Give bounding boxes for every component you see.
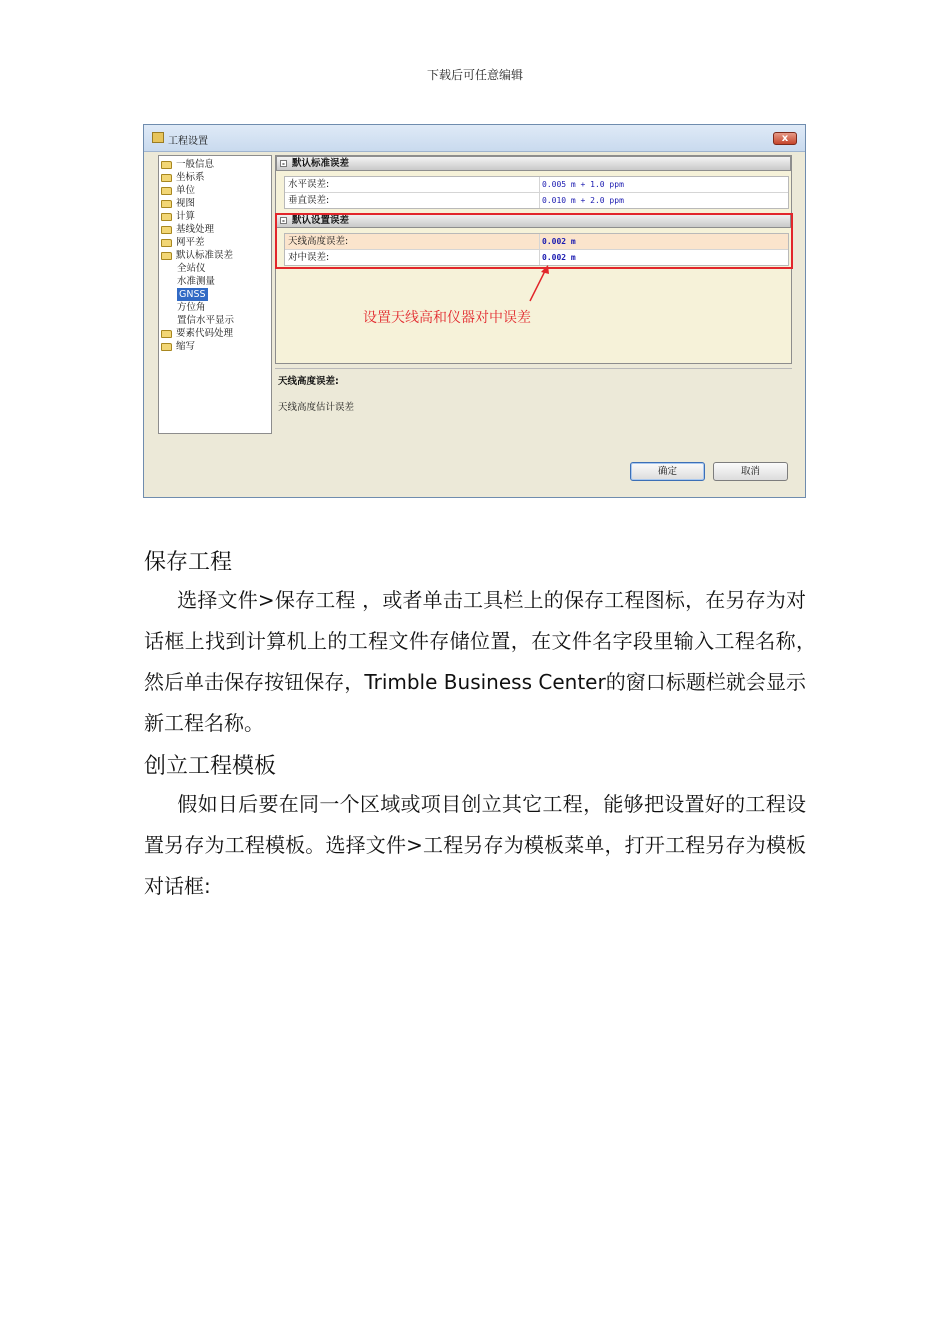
ok-button[interactable]: 确定 bbox=[630, 462, 705, 481]
folder-icon bbox=[161, 187, 172, 195]
tree-item-label: GNSS bbox=[179, 289, 206, 300]
property-row-centering-error[interactable] bbox=[285, 250, 788, 265]
folder-icon bbox=[161, 174, 172, 182]
tree-item[interactable] bbox=[161, 340, 271, 353]
tree-item-label: 坐标系 bbox=[176, 172, 205, 183]
tree-item[interactable] bbox=[161, 301, 271, 314]
tree-item-label: 一般信息 bbox=[176, 159, 215, 170]
tree-item-label: 网平差 bbox=[176, 237, 205, 248]
property-row-antenna-height-error[interactable] bbox=[285, 234, 788, 250]
property-name: 天线高度误差: bbox=[285, 234, 540, 249]
tree-item[interactable] bbox=[161, 158, 271, 171]
description-title: 天线高度误差: bbox=[278, 376, 339, 387]
tree-item-label: 计算 bbox=[176, 211, 196, 222]
property-value[interactable]: 0.010 m + 2.0 ppm bbox=[542, 196, 624, 205]
tree-item[interactable] bbox=[161, 327, 271, 340]
tree-item[interactable] bbox=[161, 171, 271, 184]
folder-icon bbox=[161, 252, 172, 260]
property-name: 垂直误差: bbox=[285, 193, 540, 208]
tree-item[interactable] bbox=[161, 223, 271, 236]
annotation-arrow-icon bbox=[524, 265, 554, 305]
properties-panel bbox=[275, 155, 792, 364]
tree-item-label: 视图 bbox=[176, 198, 196, 209]
project-settings-dialog bbox=[143, 124, 806, 498]
property-row-vertical-error[interactable] bbox=[285, 193, 788, 208]
tree-item-label: 全站仪 bbox=[177, 263, 206, 274]
folder-icon bbox=[152, 132, 164, 143]
folder-icon bbox=[161, 226, 172, 234]
property-name: 对中误差: bbox=[285, 250, 540, 265]
tree-item-label: 置信水平显示 bbox=[177, 315, 235, 326]
tree-item[interactable] bbox=[161, 275, 271, 288]
property-table bbox=[284, 233, 789, 266]
description-text: 天线高度估计误差 bbox=[278, 402, 355, 413]
tree-item-label: 基线处理 bbox=[176, 224, 215, 235]
property-value[interactable]: 0.005 m + 1.0 ppm bbox=[542, 180, 624, 189]
folder-icon bbox=[161, 200, 172, 208]
section-title: 默认设置误差 bbox=[292, 215, 350, 226]
tree-item[interactable] bbox=[161, 314, 271, 327]
folder-icon bbox=[161, 239, 172, 247]
property-name: 水平误差: bbox=[285, 177, 540, 192]
section-title: 默认标准误差 bbox=[292, 158, 350, 169]
section-header-default-std-errors[interactable] bbox=[276, 156, 791, 171]
tree-item[interactable] bbox=[161, 236, 271, 249]
tree-item[interactable] bbox=[161, 249, 271, 262]
tree-item[interactable] bbox=[161, 184, 271, 197]
tree-item-label: 单位 bbox=[176, 185, 196, 196]
paragraph-text: 假如日后要在同一个区域或项目创立其它工程，能够把设置好的工程设置另存为工程模板。选择文件>工程另存为模板菜单，打开工程另存为模板对话框: bbox=[144, 792, 806, 898]
heading-save-project: 保存工程 bbox=[144, 550, 233, 575]
dialog-title: 工程设置 bbox=[168, 136, 208, 147]
page-header: 下载后可任意编辑 bbox=[426, 68, 523, 82]
property-table bbox=[284, 176, 789, 209]
tree-item-label: 方位角 bbox=[177, 302, 206, 313]
folder-icon bbox=[161, 213, 172, 221]
paragraph-text: 选择文件>保存工程 ，或者单击工具栏上的保存工程图标，在另存为对话框上找到计算机上的工程文件存储位置，在文件名字段里输入工程名称， 然后单击保存按钮保存，Trimble Business Center的窗口标题栏就会显示新工程名称。 bbox=[144, 588, 826, 735]
tree-item[interactable] bbox=[161, 197, 271, 210]
heading-create-template: 创立工程模板 bbox=[144, 754, 277, 779]
folder-icon bbox=[161, 330, 172, 338]
description-panel bbox=[275, 368, 792, 434]
annotation-text: 设置天线高和仪器对中误差 bbox=[363, 310, 531, 326]
property-value[interactable]: 0.002 m bbox=[542, 253, 576, 262]
collapse-icon[interactable]: - bbox=[280, 160, 287, 167]
paragraph-create-template bbox=[144, 784, 806, 907]
tree-item-label: 缩写 bbox=[176, 341, 196, 352]
folder-icon bbox=[161, 343, 172, 351]
close-button[interactable]: x bbox=[773, 132, 797, 145]
settings-tree bbox=[158, 155, 272, 434]
section-header-default-setup-errors[interactable] bbox=[276, 213, 791, 228]
tree-item[interactable] bbox=[161, 262, 271, 275]
dialog-titlebar[interactable] bbox=[144, 125, 805, 152]
tree-item-label: 默认标准误差 bbox=[176, 250, 234, 261]
tree-item-label: 要素代码处理 bbox=[176, 328, 234, 339]
tree-item[interactable] bbox=[161, 288, 271, 301]
property-value-input[interactable]: 0.002 m bbox=[542, 237, 576, 246]
paragraph-save-project bbox=[144, 580, 826, 744]
tree-item[interactable] bbox=[161, 210, 271, 223]
tree-item-label: 水准测量 bbox=[177, 276, 216, 287]
collapse-icon[interactable]: - bbox=[280, 217, 287, 224]
property-row-horizontal-error[interactable] bbox=[285, 177, 788, 193]
cancel-button[interactable]: 取消 bbox=[713, 462, 788, 481]
folder-icon bbox=[161, 161, 172, 169]
